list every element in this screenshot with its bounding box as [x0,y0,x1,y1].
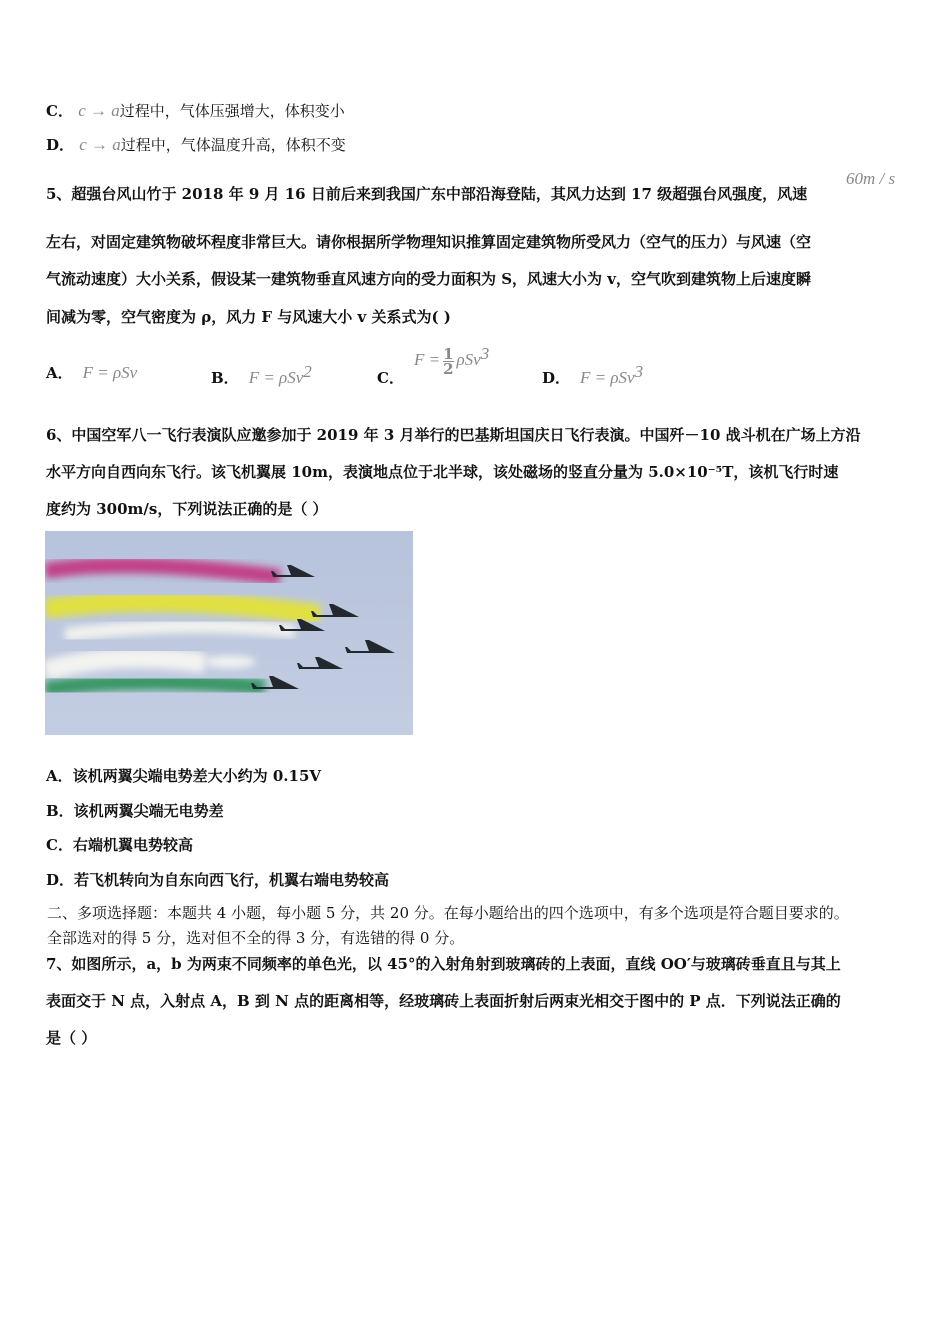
q5-option-b-sup: 2 [303,362,312,381]
q6-option-b: B．该机两翼尖端无电势差 [46,802,224,820]
q5-option-c-frac-den: 2 [443,359,454,378]
q5-option-d-math: F = ρSv [580,368,635,387]
q5-option-b [211,362,312,388]
q5-stem-line3: 气流动速度）大小关系，假设某一建筑物垂直风速方向的受力面积为 S，风速大小为 v，空气吹到建筑物上后速度瞬 [46,270,811,288]
q5-option-a-label: A． [46,364,73,382]
q7-stem-line2: 表面交于 N 点，入射点 A，B 到 N 点的距离相等，经玻璃砖上表面折射后两束光相交于图中的 P 点．下列说法正确的 [46,992,841,1010]
q5-stem-line2: 左右，对固定建筑物破坏程度非常巨大。请你根据所学物理知识推算固定建筑物所受风力（空气的压力）与风速（空 [46,233,812,251]
q5-option-c-math-pre: F = [413,350,441,369]
q4-option-c-label: C． [46,102,73,120]
q5-stem-line4: 间减为零，空气密度为 ρ，风力 F 与风速大小 v 关系式为( ) [46,308,451,326]
q5-option-c [377,344,490,387]
q7-stem-line1: 7、如图所示，a，b 为两束不同频率的单色光，以 45°的入射角射到玻璃砖的上表面，直线 OO′与玻璃砖垂直且与其上 [46,955,841,973]
cloud-puff [204,656,256,668]
q6-option-c: C．右端机翼电势较高 [46,836,193,854]
q6-stem-line1: 6、中国空军八一飞行表演队应邀参加于 2019 年 3 月举行的巴基斯坦国庆日飞行表演。中国歼－10 战斗机在广场上方沿 [46,426,861,444]
q5-option-a-math: F = ρSv [82,363,138,382]
q5-stem-line1: 5、超强台风山竹于 2018 年 9 月 16 日前后来到我国广东中部沿海登陆，其风力达到 17 级超强台风强度，风速 [46,185,808,203]
q4-option-d-text: 过程中，气体温度升高，体积不变 [120,136,346,154]
q5-option-c-frac-num: 1 [443,344,454,363]
q6-option-d: D．若飞机转向为自东向西飞行，机翼右端电势较高 [46,871,390,889]
section2-heading-line2: 全部选对的得 5 分，选对但不全的得 3 分，有选错的得 0 分。 [47,929,465,947]
q5-option-c-label: C． [377,369,404,387]
q4-option-d-label: D． [46,136,75,154]
q5-option-c-fraction [443,344,454,378]
q5-option-a [46,362,137,383]
q5-option-d [542,362,643,388]
q4-option-c [46,100,345,122]
q5-option-d-sup: 3 [634,362,644,381]
q7-stem-line3: 是（ ） [46,1029,97,1047]
q6-stem-line3: 度约为 300m/s，下列说法正确的是（ ） [46,500,328,518]
jets-airshow-photo [45,531,413,735]
q5-option-d-label: D． [542,369,571,387]
q4-option-c-math: c → a [78,101,120,120]
q5-option-c-math-post: ρSv [456,350,481,369]
q5-speed-math: 60m / s [846,169,896,188]
q5-option-c-sup: 3 [480,344,490,363]
q5-option-b-math: F = ρSv [248,368,304,387]
q6-option-a: A．该机两翼尖端电势差大小约为 0.15V [46,767,322,785]
q5-option-b-label: B． [211,369,239,387]
q6-stem-line2: 水平方向自西向东飞行。该飞机翼展 10m，表演地点位于北半球，该处磁场的竖直分量为 5.0×10⁻⁵T，该机飞行时速 [46,463,839,481]
section2-heading-line1: 二、多项选择题：本题共 4 小题，每小题 5 分，共 20 分。在每小题给出的四个选项中，有多个选项是符合题目要求的。 [47,904,849,922]
smoke-trail-green [45,682,265,689]
q4-option-c-text: 过程中，气体压强增大，体积变小 [119,102,345,120]
q4-option-d [46,134,346,156]
q4-option-d-math: c → a [79,135,121,154]
